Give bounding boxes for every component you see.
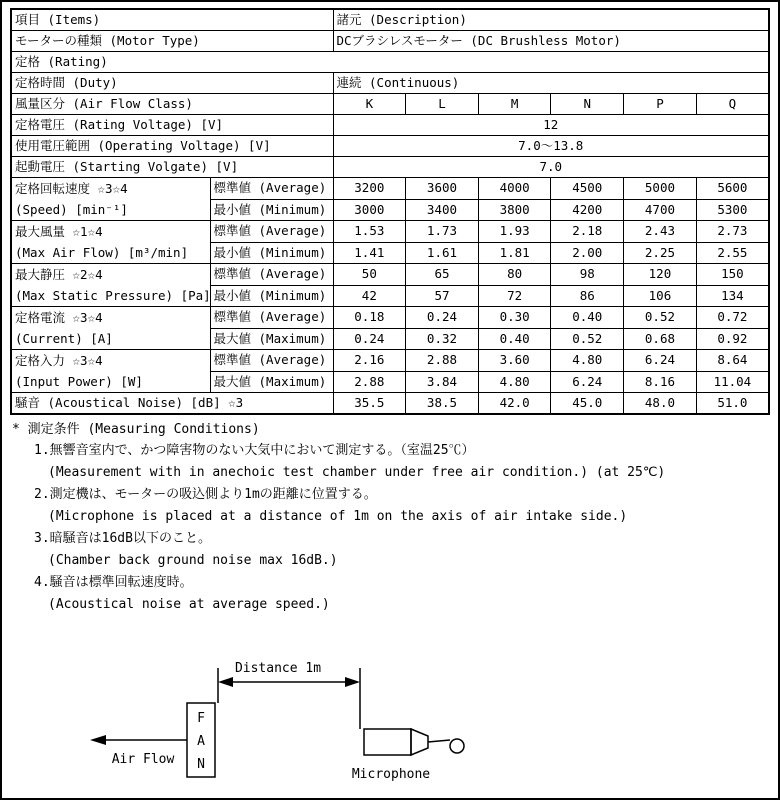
value-cell: 1.53 (333, 221, 406, 243)
value-cell: 4.80 (551, 350, 624, 372)
row-starting-voltage (11, 157, 769, 178)
distance-label: Distance 1m (234, 661, 322, 676)
row-noise (11, 393, 769, 415)
value-cell: 3600 (406, 178, 479, 200)
air-flow-label (11, 221, 210, 264)
class-cell: N (551, 94, 624, 115)
speed-label-jp: 定格回転速度 ☆3☆4 (15, 181, 128, 196)
starting-voltage-value: 7.0 (333, 157, 769, 178)
value-cell: 35.5 (333, 393, 406, 415)
class-cell: M (478, 94, 551, 115)
row-duty (11, 73, 769, 94)
class-cell: L (406, 94, 479, 115)
class-cell: P (624, 94, 697, 115)
value-cell: 120 (624, 264, 697, 286)
operating-voltage-value: 7.0～13.8 (333, 136, 769, 157)
row-speed-avg (11, 178, 769, 200)
fan-letter-n: N (197, 757, 205, 772)
row-motor-type (11, 31, 769, 52)
value-cell: 45.0 (551, 393, 624, 415)
value-cell: 11.04 (696, 371, 769, 393)
value-cell: 80 (478, 264, 551, 286)
value-cell: 1.61 (406, 242, 479, 264)
microphone-body (364, 729, 411, 755)
air-flow-arrowhead-icon (90, 735, 106, 745)
row-air-flow-avg (11, 221, 769, 243)
static-pressure-avg-label: 標準値 (Average) (210, 264, 333, 286)
value-cell: 3.84 (406, 371, 479, 393)
rating-section-label: 定格 (Rating) (11, 52, 769, 73)
motor-type-value: DCブラシレスモーター (DC Brushless Motor) (333, 31, 769, 52)
motor-type-label: モーターの種類 (Motor Type) (11, 31, 333, 52)
current-label-jp: 定格電流 ☆3☆4 (15, 310, 103, 325)
row-input-power-avg (11, 350, 769, 372)
microphone-cable-loop-icon (450, 739, 464, 753)
value-cell: 1.93 (478, 221, 551, 243)
value-cell: 0.40 (551, 307, 624, 329)
current-avg-label: 標準値 (Average) (210, 307, 333, 329)
value-cell: 2.88 (333, 371, 406, 393)
static-pressure-label-en: (Max Static Pressure) [Pa] (15, 288, 211, 303)
rating-voltage-label: 定格電圧 (Rating Voltage) [V] (11, 115, 333, 136)
value-cell: 50 (333, 264, 406, 286)
dimension-arrowhead-right-icon (345, 677, 360, 687)
value-cell: 0.18 (333, 307, 406, 329)
value-cell: 2.00 (551, 242, 624, 264)
row-rating-section (11, 52, 769, 73)
value-cell: 2.43 (624, 221, 697, 243)
header-row (11, 9, 769, 31)
value-cell: 134 (696, 285, 769, 307)
value-cell: 1.81 (478, 242, 551, 264)
value-cell: 2.25 (624, 242, 697, 264)
value-cell: 38.5 (406, 393, 479, 415)
noise-label: 騒音 (Acoustical Noise) [dB] ☆3 (11, 393, 333, 415)
input-power-label-en: (Input Power) [W] (15, 374, 143, 389)
row-operating-voltage (11, 136, 769, 157)
value-cell: 2.16 (333, 350, 406, 372)
value-cell: 5300 (696, 199, 769, 221)
starting-voltage-label: 起動電圧 (Starting Volgate) [V] (11, 157, 333, 178)
input-power-label (11, 350, 210, 393)
air-flow-class-label: 風量区分 (Air Flow Class) (11, 94, 333, 115)
value-cell: 106 (624, 285, 697, 307)
value-cell: 0.68 (624, 328, 697, 350)
value-cell: 5600 (696, 178, 769, 200)
speed-label (11, 178, 210, 221)
value-cell: 0.24 (406, 307, 479, 329)
value-cell: 4000 (478, 178, 551, 200)
input-power-avg-label: 標準値 (Average) (210, 350, 333, 372)
note-2-en: (Microphone is placed at a distance of 1m on the axis of air intake side.) (48, 509, 628, 524)
current-label (11, 307, 210, 350)
value-cell: 2.88 (406, 350, 479, 372)
duty-label: 定格時間 (Duty) (11, 73, 333, 94)
value-cell: 2.18 (551, 221, 624, 243)
current-max-label: 最大値 (Maximum) (210, 328, 333, 350)
input-power-max-label: 最大値 (Maximum) (210, 371, 333, 393)
duty-value: 連続 (Continuous) (333, 73, 769, 94)
value-cell: 4.80 (478, 371, 551, 393)
value-cell: 2.55 (696, 242, 769, 264)
value-cell: 2.73 (696, 221, 769, 243)
note-3-en: (Chamber back ground noise max 16dB.) (48, 553, 338, 568)
value-cell: 4500 (551, 178, 624, 200)
value-cell: 8.64 (696, 350, 769, 372)
dimension-arrowhead-left-icon (218, 677, 233, 687)
value-cell: 3800 (478, 199, 551, 221)
value-cell: 3.60 (478, 350, 551, 372)
note-3-jp: 3.暗騒音は16dB以下のこと。 (34, 531, 211, 546)
value-cell: 0.30 (478, 307, 551, 329)
value-cell: 6.24 (624, 350, 697, 372)
note-4-jp: 4.騒音は標準回転速度時。 (34, 575, 193, 590)
static-pressure-label (11, 264, 210, 307)
note-4-en: (Acoustical noise at average speed.) (48, 597, 330, 612)
note-2-jp: 2.測定機は、モーターの吸込側より1mの距離に位置する。 (34, 487, 377, 502)
static-pressure-min-label: 最小値 (Minimum) (210, 285, 333, 307)
value-cell: 150 (696, 264, 769, 286)
value-cell: 5000 (624, 178, 697, 200)
speed-avg-label: 標準値 (Average) (210, 178, 333, 200)
value-cell: 0.32 (406, 328, 479, 350)
value-cell: 0.24 (333, 328, 406, 350)
speed-min-label: 最小値 (Minimum) (210, 199, 333, 221)
class-cell: K (333, 94, 406, 115)
value-cell: 0.40 (478, 328, 551, 350)
static-pressure-label-jp: 最大静圧 ☆2☆4 (15, 267, 103, 282)
value-cell: 72 (478, 285, 551, 307)
value-cell: 3200 (333, 178, 406, 200)
fan-letter-a: A (197, 734, 205, 749)
row-rating-voltage (11, 115, 769, 136)
note-1-jp: 1.無響音室内で、かつ障害物のない大気中において測定する。（室温25℃） (34, 443, 475, 458)
value-cell: 6.24 (551, 371, 624, 393)
microphone-cable-line (428, 740, 450, 742)
air-flow-min-label: 最小値 (Minimum) (210, 242, 333, 264)
note-1-en: (Measurement with in anechoic test chamber under free air condition.) (at 25℃) (48, 465, 666, 480)
value-cell: 42 (333, 285, 406, 307)
row-air-flow-class (11, 94, 769, 115)
air-flow-label: Air Flow (111, 752, 175, 767)
notes-title: * 測定条件 (Measuring Conditions) (12, 422, 260, 437)
value-cell: 98 (551, 264, 624, 286)
value-cell: 86 (551, 285, 624, 307)
value-cell: 0.92 (696, 328, 769, 350)
items-header: 項目 (Items) (11, 9, 333, 31)
input-power-label-jp: 定格入力 ☆3☆4 (15, 353, 103, 368)
value-cell: 57 (406, 285, 479, 307)
value-cell: 0.52 (551, 328, 624, 350)
value-cell: 1.41 (333, 242, 406, 264)
value-cell: 42.0 (478, 393, 551, 415)
rating-voltage-value: 12 (333, 115, 769, 136)
measuring-conditions (10, 420, 770, 616)
value-cell: 1.73 (406, 221, 479, 243)
value-cell: 8.16 (624, 371, 697, 393)
measurement-diagram (86, 656, 506, 796)
value-cell: 48.0 (624, 393, 697, 415)
air-flow-label-jp: 最大風量 ☆1☆4 (15, 224, 103, 239)
operating-voltage-label: 使用電圧範囲 (Operating Voltage) [V] (11, 136, 333, 157)
value-cell: 3000 (333, 199, 406, 221)
value-cell: 4200 (551, 199, 624, 221)
air-flow-label-en: (Max Air Flow) [m³/min] (15, 245, 189, 260)
row-static-pressure-avg (11, 264, 769, 286)
fan-letter-f: F (197, 711, 205, 726)
description-header: 諸元 (Description) (333, 9, 769, 31)
value-cell: 0.52 (624, 307, 697, 329)
current-label-en: (Current) [A] (15, 331, 113, 346)
speed-label-en: (Speed) [min⁻¹] (15, 202, 128, 217)
value-cell: 51.0 (696, 393, 769, 415)
microphone-label: Microphone (351, 767, 431, 782)
microphone-tip (411, 729, 428, 755)
air-flow-avg-label: 標準値 (Average) (210, 221, 333, 243)
value-cell: 65 (406, 264, 479, 286)
value-cell: 4700 (624, 199, 697, 221)
row-current-avg (11, 307, 769, 329)
spec-table (10, 8, 770, 415)
class-cell: Q (696, 94, 769, 115)
value-cell: 3400 (406, 199, 479, 221)
value-cell: 0.72 (696, 307, 769, 329)
